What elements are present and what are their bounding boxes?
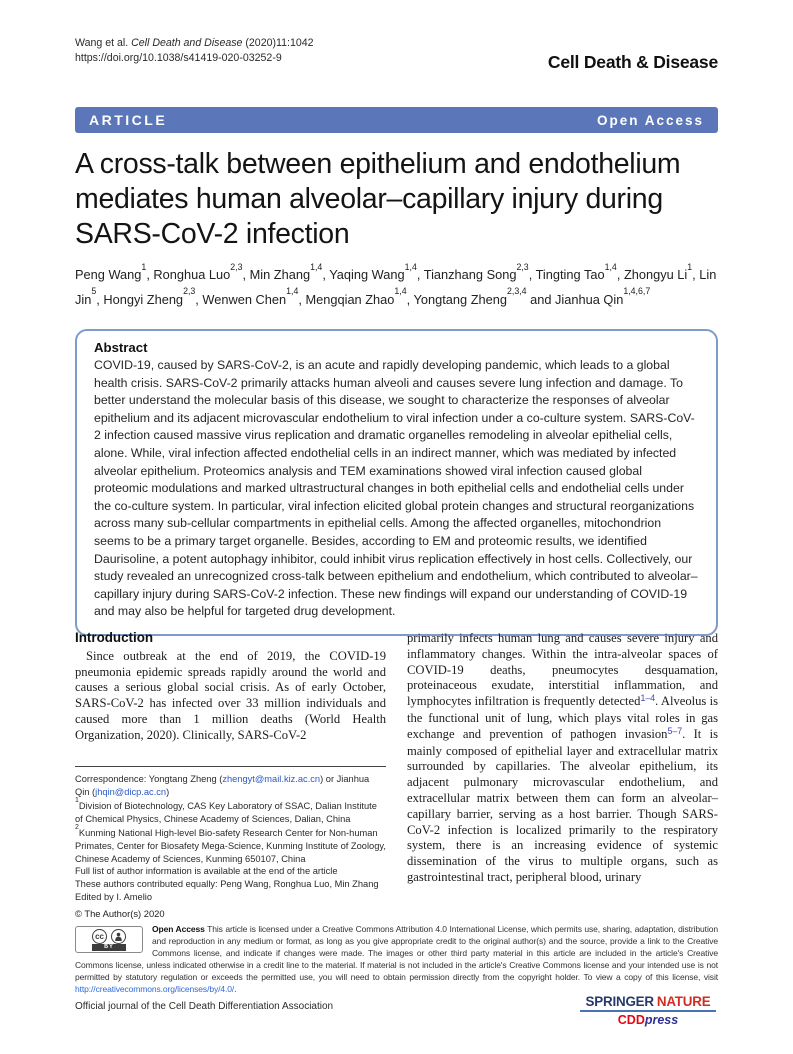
author: , Zhongyu Li$^1$	[616, 262, 693, 283]
author-affiliation-sup: 1,4	[404, 262, 417, 272]
author: , Min Zhang$^{1,4}$	[242, 262, 323, 283]
author: , Ronghua Luo$^{2,3}$	[146, 262, 243, 283]
article-type-banner	[75, 107, 718, 133]
abstract-heading: Abstract	[94, 340, 148, 355]
doi-link[interactable]: https://doi.org/10.1038/s41419-020-03252-9	[75, 52, 282, 64]
cc-by-badge-icon	[75, 926, 143, 953]
author: , Yongtang Zheng$^{2,3,4}$	[406, 286, 527, 307]
author-affiliation-sup: 2,3,4	[506, 286, 527, 297]
abstract-text: COVID-19, caused by SARS-CoV-2, is an acute and rapidly developing pandemic, which leads to a global health crisis. SARS-CoV-2 primarily attacks human alveoli and causes severe lung infection and damage. To better understand the molecular basis of this disease, we sought to characterize the responses of alveolar epithelium and its adjacent microvascular endothelium to viral infection under a co-culture system. SARS-CoV-2 infection caused massive virus replication and dramatic organelles remodeling in alveolar epithelial cells, alone. While, viral infection affected endothelial cells in an indirect manner, which was mediated by infected alveolar epithelium. Proteomics analysis and TEM examinations showed viral infection caused global proteomic modulations and marked ultrastructural changes in both epithelial cells and endothelial cells under the co-culture system. In particular, viral infection elicited global protein changes and structural reorganizations across many sub-cellular compartments in epithelial cells. Among the affected organelles, mitochondrion seems to be a primary target organelle. Besides, according to EM and proteomic results, we identified Daurisoline, a potent autophagy inhibitor, could inhibit virus replication effectively in host cells. Collectively, our study revealed an unrecognized cross-talk between epithelium and endothelium, which contributed to alveolar–capillary injury during SARS-CoV-2 infection. These new findings will expand our understanding of COVID-19 and may also be helpful for targeted drug development.	[94, 358, 698, 619]
affiliation-sup: 2	[75, 824, 79, 832]
person-icon	[111, 929, 126, 944]
cc-icon: cc	[92, 929, 107, 944]
author-affiliation-sup: 1,4	[394, 286, 407, 297]
nature-wordmark: NATURE	[656, 994, 711, 1009]
author-affiliation-sup: 1	[141, 262, 147, 272]
springer-nature-logo	[578, 994, 718, 1009]
citation-journal: Cell Death and Disease	[131, 37, 243, 49]
correspondence-email-link[interactable]: zhengyt@mail.kiz.ac.cn	[222, 774, 321, 784]
cc-license-link[interactable]: http://creativecommons.org/licenses/by/4.0/	[75, 983, 235, 994]
affiliation-note: $^2$Kunming National High-level Bio-safety Research Center for Non-human Primates, Center for Biosafety Mega-Science, Kunming Institute of Zoology, Chinese Academy of Sciences, Kunming 650107, China	[75, 824, 386, 864]
cddpress-logo	[578, 1013, 718, 1027]
cc-circles	[76, 927, 142, 944]
intro-paragraph-right: primarily infects human lung and causes severe injury and inflammatory changes. Within the intra-alveolar spaces of COVID-19 deaths, pneumocytes desquamation, proteinaceous exudate, interstitial inflammation, and lymphocytes infiltration is frequently detected$^{1-4}$. Alveolus is the functional unit of lung, which plays vital roles in gas exchange and prevention of pathogen invasion$^{5-7}$. It is mainly composed of epithelial layer and extracellular matrix surrounded by capillaries. The alveolar epithelium, its adjacent pulmonary microvascular endothelium, and extracellular matrix between them can form an alveolar–capillary barrier, serving as a host barrier. Though SARS-CoV-2 infection is localized primarily to the respiratory system, there is an increasing evidence of systemic dissemination of the virus to multiple organs, such as gastrointestinal tract, peripheral blood, urinary	[407, 631, 719, 884]
abstract-box	[75, 329, 718, 636]
correspondence-note: Correspondence: Yongtang Zheng (zhengyt@mail.kiz.ac.cn) or Jianhua Qin (jhqin@dicp.ac.cn)	[75, 774, 370, 797]
author: , Yaqing Wang$^{1,4}$	[322, 262, 417, 283]
license-text-end: .	[234, 983, 237, 994]
citation-block	[75, 36, 314, 66]
intro-left-column	[75, 630, 386, 744]
copyright-line: © The Author(s) 2020	[75, 908, 165, 919]
paper-title: A cross-talk between epithelium and endothelium mediates human alveolar–capillary injury during SARS-CoV-2 infection	[75, 148, 681, 250]
press-wordmark: press	[644, 1013, 679, 1027]
author: , Lin Jin$^5$	[75, 267, 717, 307]
author-affiliation-sup: 1,4,6,7	[623, 286, 651, 297]
footnote-divider	[75, 766, 386, 767]
author-list	[75, 261, 737, 310]
license-open-access-label: Open Access	[152, 924, 205, 934]
author-affiliation-sup: 1,4	[604, 262, 617, 272]
springer-wordmark: SPRINGER	[585, 994, 654, 1009]
introduction-heading: Introduction	[75, 630, 154, 645]
official-journal-note: Official journal of the Cell Death Differentiation Association	[75, 1001, 334, 1012]
author-affiliation-sup: 2,3	[230, 262, 243, 272]
cdd-wordmark: CDD	[617, 1013, 645, 1027]
logo-divider	[580, 1010, 716, 1012]
reference-citation[interactable]: 5–7	[667, 725, 683, 736]
author: , Wenwen Chen$^{1,4}$	[195, 286, 299, 307]
author: , Mengqian Zhao$^{1,4}$	[298, 286, 407, 307]
open-access-label: Open Access	[596, 112, 704, 128]
affiliation-note: $^1$Division of Biotechnology, CAS Key Laboratory of SSAC, Dalian Institute of Chemical Physics, Chinese Academy of Sciences, Dalian, China	[75, 797, 377, 824]
license-text: This article is licensed under a Creative Commons Attribution 4.0 International License, which permits use, sharing, adaptation, distribution and reproduction in any medium or format, as long as you give appropriate credit to the original author(s) and the source, provide a link to the Creative Commons license, and indicate if changes were made. The images or other third party material in this article are included in the article's Creative Commons license, unless indicated otherwise in a credit line to the material. If material is not included in the article's Creative Commons license and your intended use is not permitted by statutory regulation or exceeds the permitted use, you will need to obtain permission directly from the copyright holder. To view a copy of this license, visit	[75, 924, 718, 982]
author-info-note: Full list of author information is available at the end of the article	[75, 866, 338, 877]
citation-line	[75, 36, 314, 51]
affiliation-sup: 1	[75, 797, 79, 805]
author: , Tianzhang Song$^{2,3}$	[416, 262, 529, 283]
equal-contribution-note: These authors contributed equally: Peng Wang, Ronghua Luo, Min Zhang	[75, 878, 379, 889]
intro-right-column	[407, 631, 718, 886]
author: and Jianhua Qin$^{1,4,6,7}$	[526, 286, 651, 307]
edited-by-note: Edited by I. Amelio	[75, 891, 152, 902]
intro-paragraph-left: Since outbreak at the end of 2019, the COVID-19 pneumonia epidemic spreads rapidly around the world and causes a serious global social crisis. As of early October, SARS-CoV-2 has infected over 33 million individuals and caused more than 1 million deaths (World Health Organization, 2020). Clinically, SARS-CoV-2	[75, 648, 386, 742]
author: Peng Wang$^1$	[75, 262, 147, 283]
author-affiliation-sup: 1,4	[310, 262, 323, 272]
author: , Hongyi Zheng$^{2,3}$	[96, 286, 196, 307]
citation-authors: Wang et al.	[75, 37, 132, 49]
citation-volume: (2020)11:1042	[242, 37, 314, 49]
publisher-logo	[578, 994, 718, 1027]
journal-name: Cell Death & Disease	[547, 52, 718, 72]
license-block	[75, 924, 718, 995]
footnotes-block	[75, 766, 386, 903]
article-type-label: ARTICLE	[89, 112, 168, 128]
author-affiliation-sup: 1	[687, 262, 693, 272]
author-affiliation-sup: 2,3	[516, 262, 529, 272]
author-affiliation-sup: 2,3	[183, 286, 196, 297]
author-affiliation-sup: 5	[91, 286, 97, 297]
cc-by-label: BY	[92, 944, 126, 951]
author: , Tingting Tao$^{1,4}$	[528, 262, 617, 283]
correspondence-email-link[interactable]: jhqin@dicp.ac.cn	[95, 786, 167, 797]
author-affiliation-sup: 1,4	[286, 286, 299, 297]
reference-citation[interactable]: 1–4	[640, 693, 656, 704]
